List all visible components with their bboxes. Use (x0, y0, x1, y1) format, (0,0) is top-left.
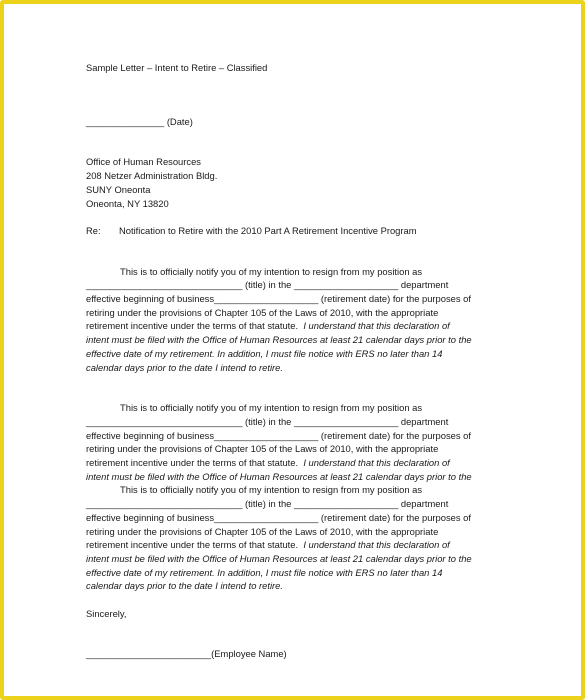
body-paragraph (86, 401, 516, 483)
paragraph-line: ______________________________ (title) in the ____________________ department (86, 498, 449, 510)
paragraph-line: effective beginning of business____________________ (retirement date) for the purposes of (86, 511, 471, 523)
paragraph-line: intent must be filed with the Office of Human Resources at least 21 calendar days prior to the (86, 552, 472, 564)
body-paragraph (86, 483, 516, 593)
subject-label: Re: (86, 224, 101, 236)
date-line: _______________ (Date) (86, 115, 193, 127)
paragraph-text: retirement incentive under the terms of that statute. (86, 539, 299, 551)
paragraph-line (86, 538, 516, 552)
paragraph-text-italic: I understand that this declaration of (303, 457, 450, 469)
paragraph-line: intent must be filed with the Office of Human Resources at least 21 calendar days prior to the (86, 334, 472, 346)
subject-line (86, 224, 516, 238)
subject-text: Notification to Retire with the 2010 Part A Retirement Incentive Program (119, 224, 417, 236)
recipient-address (86, 155, 516, 210)
paragraph-line: This is to officially notify you of my intention to resign from my position as (120, 402, 423, 414)
address-line: 208 Netzer Administration Bldg. (86, 170, 218, 182)
paragraph-line: effective beginning of business____________________ (retirement date) for the purposes of (86, 429, 471, 441)
closing: Sincerely, (86, 607, 127, 619)
paragraph-line: This is to officially notify you of my intention to resign from my position as (120, 484, 423, 496)
paragraph-line: This is to officially notify you of my intention to resign from my position as (120, 265, 423, 277)
paragraph-line: effective beginning of business____________________ (retirement date) for the purposes of (86, 293, 471, 305)
address-line: Oneonta, NY 13820 (86, 197, 169, 209)
paragraph-line: effective date of my retirement. In addition, I must file notice with ERS no later than 14 (86, 347, 443, 359)
body-paragraph (86, 265, 516, 375)
letter-heading: Sample Letter – Intent to Retire – Classified (86, 62, 268, 73)
address-line: SUNY Oneonta (86, 183, 151, 195)
paragraph-text-italic: I understand that this declaration of (303, 539, 450, 551)
paragraph-line: calendar days prior to the date I intend to retire. (86, 361, 283, 373)
letter-page (86, 61, 516, 661)
paragraph-line: ______________________________ (title) in the ____________________ department (86, 279, 449, 291)
address-line: Office of Human Resources (86, 156, 201, 168)
paragraph-line: effective date of my retirement. In addition, I must file notice with ERS no later than 14 (86, 566, 443, 578)
paragraph-text-italic: I understand that this declaration of (303, 320, 450, 332)
paragraph-text: retirement incentive under the terms of that statute. (86, 320, 299, 332)
paragraph-line: ______________________________ (title) in the ____________________ department (86, 415, 449, 427)
paragraph-line: retiring under the provisions of Chapter 105 of the Laws of 2010, with the appropriate (86, 306, 439, 318)
paragraph-line: intent must be filed with the Office of Human Resources at least 21 calendar days prior to the (86, 470, 472, 482)
paragraph-line: calendar days prior to the date I intend to retire. (86, 580, 283, 592)
signature-line: ________________________(Employee Name) (86, 648, 287, 660)
paragraph-line (86, 319, 516, 333)
paragraph-line: retiring under the provisions of Chapter 105 of the Laws of 2010, with the appropriate (86, 443, 439, 455)
paragraph-line: retiring under the provisions of Chapter 105 of the Laws of 2010, with the appropriate (86, 525, 439, 537)
paragraph-line (86, 456, 516, 470)
paragraph-text: retirement incentive under the terms of that statute. (86, 457, 299, 469)
